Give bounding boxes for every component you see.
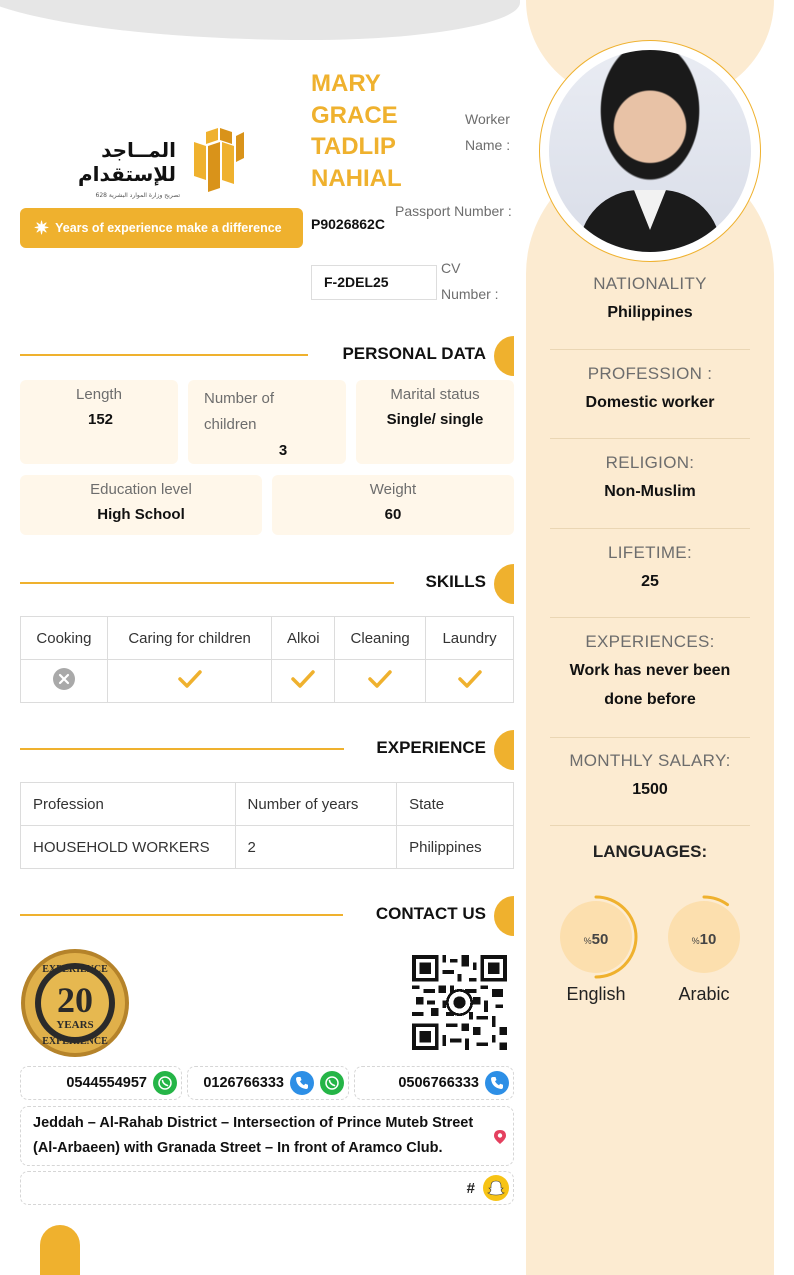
divider [550, 737, 750, 738]
arabic-gauge [659, 892, 749, 982]
profession-item [550, 364, 750, 417]
check-icon [291, 669, 315, 689]
snapchat-icon[interactable] [483, 1175, 509, 1201]
check-icon [178, 669, 202, 689]
worker-photo [549, 50, 751, 252]
check-icon [458, 669, 482, 689]
language-arabic [659, 892, 749, 1005]
experience-header: State [397, 783, 514, 826]
section-line [20, 748, 344, 750]
logo-arabic-text: المــاجد للإستقدام [78, 138, 176, 186]
salary-label: MONTHLY SALARY: [569, 751, 731, 770]
lifetime-value: 25 [641, 573, 659, 590]
skill-status-alkoi [272, 660, 335, 703]
experience-title: EXPERIENCE [376, 738, 486, 757]
address-text: Jeddah – Al-Rahab District – Intersection of Prince Muteb Street (Al-Arbaeen) with Granada Street – In front of Aramco Club. [33, 1115, 474, 1156]
section-tab [494, 730, 514, 770]
english-percent: %50 [583, 931, 609, 948]
logo-license-text: تصريح وزارة الموارد البشرية 628 [95, 192, 180, 199]
skill-status-laundry [426, 660, 514, 703]
section-tab [494, 896, 514, 936]
company-logo [78, 128, 244, 202]
phone-icon[interactable] [485, 1071, 509, 1095]
cv-number: F-2DEL25 [311, 265, 437, 300]
skill-label: Cooking [21, 617, 108, 660]
children-label: Number of children [204, 390, 275, 433]
skill-label: Alkoi [272, 617, 335, 660]
slogan-text: Years of experience make a difference [55, 221, 282, 235]
phone-number[interactable]: 0506766333 [398, 1075, 479, 1091]
nationality-item [550, 274, 750, 327]
snapchat-box[interactable] [20, 1171, 514, 1205]
marital-value: Single/ single [386, 411, 484, 428]
religion-label: RELIGION: [605, 453, 695, 472]
arabic-label: Arabic [678, 984, 730, 1004]
education-label: Education level [90, 481, 192, 498]
contact-title: CONTACT US [375, 904, 486, 923]
qr-code-icon [412, 955, 507, 1050]
lifetime-item [550, 543, 750, 596]
footer-tab [40, 1225, 80, 1275]
experience-header: Profession [21, 783, 236, 826]
cross-icon [53, 668, 75, 690]
skills-title: SKILLS [425, 572, 486, 591]
divider [550, 438, 750, 439]
salary-value: 1500 [632, 781, 668, 798]
table-row [21, 826, 514, 869]
section-line [20, 582, 394, 584]
badge-bottom-text: EXPERIENCE [42, 1036, 108, 1047]
phone-number[interactable]: 0544554957 [66, 1075, 147, 1091]
divider [550, 528, 750, 529]
location-pin-icon [493, 1129, 507, 1145]
skill-label: Cleaning [335, 617, 426, 660]
weight-box [272, 475, 514, 535]
profession-value: Domestic worker [585, 394, 715, 411]
badge-years: YEARS [56, 1019, 94, 1031]
divider [550, 349, 750, 350]
skill-status-children [107, 660, 272, 703]
section-tab [494, 336, 514, 376]
skill-status-cleaning [335, 660, 426, 703]
languages-title: LANGUAGES: [592, 842, 708, 861]
weight-label: Weight [369, 481, 417, 498]
nationality-label: NATIONALITY [593, 274, 707, 293]
length-label: Length [76, 386, 122, 403]
english-gauge [551, 892, 641, 982]
experience-table [20, 782, 514, 869]
section-line [20, 914, 343, 916]
arabic-percent: %10 [691, 931, 717, 948]
passport-number: P9026862C [311, 216, 385, 232]
experiences-label: EXPERIENCES: [585, 632, 715, 651]
experience-cell: HOUSEHOLD WORKERS [21, 826, 236, 869]
phone-box-3[interactable] [354, 1066, 514, 1100]
experiences-value: Work has never been done before [569, 662, 731, 708]
section-line [20, 354, 308, 356]
check-icon [368, 669, 392, 689]
phone-box-2[interactable] [187, 1066, 349, 1100]
experience-badge-icon [20, 948, 130, 1058]
header-decoration [0, 0, 520, 40]
phone-icon[interactable] [290, 1071, 314, 1095]
snapchat-handle[interactable]: # [466, 1179, 475, 1197]
passport-label: Passport Number : [395, 203, 512, 219]
phone-number[interactable]: 0126766333 [203, 1075, 284, 1091]
experiences-item [550, 632, 750, 714]
worker-name-label: Worker Name : [465, 111, 511, 153]
education-value: High School [97, 506, 185, 523]
skill-label: Laundry [426, 617, 514, 660]
marital-label: Marital status [390, 386, 480, 403]
education-box [20, 475, 262, 535]
badge-top-text: EXPERIENCE [42, 964, 108, 975]
lifetime-label: LIFETIME: [608, 543, 692, 562]
english-label: English [566, 984, 626, 1004]
profession-label: PROFESSION : [587, 364, 713, 383]
divider [550, 825, 750, 826]
divider [550, 617, 750, 618]
badge-number: 20 [57, 980, 93, 1020]
address-box [20, 1106, 514, 1166]
length-value: 152 [88, 411, 114, 428]
weight-value: 60 [384, 506, 402, 523]
phone-box-1[interactable] [20, 1066, 182, 1100]
language-english [551, 892, 641, 1005]
sparkle-icon: ✷ [34, 218, 50, 238]
children-value: 3 [278, 442, 288, 459]
section-tab [494, 564, 514, 604]
religion-value: Non-Muslim [604, 483, 696, 500]
experience-header: Number of years [235, 783, 397, 826]
whatsapp-icon[interactable] [153, 1071, 177, 1095]
slogan-banner [20, 208, 303, 248]
logo-mark-icon [192, 128, 244, 196]
nationality-value: Philippines [607, 304, 693, 321]
children-box [188, 380, 346, 464]
skill-status-cooking [21, 660, 108, 703]
worker-name: MARY GRACE TADLIP NAHIAL [311, 70, 402, 192]
salary-item [550, 751, 750, 804]
length-box [20, 380, 178, 464]
whatsapp-icon[interactable] [320, 1071, 344, 1095]
cv-label: CV Number : [441, 260, 499, 302]
skills-table [20, 616, 514, 703]
personal-data-title: PERSONAL DATA [342, 344, 486, 363]
marital-box [356, 380, 514, 464]
experience-cell: 2 [235, 826, 397, 869]
experience-cell: Philippines [397, 826, 514, 869]
religion-item [550, 453, 750, 506]
skill-label: Caring for children [107, 617, 272, 660]
